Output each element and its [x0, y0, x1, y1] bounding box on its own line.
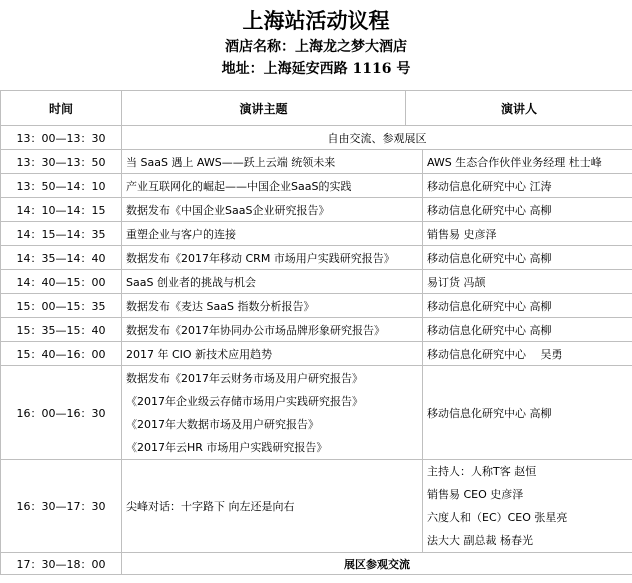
- row-time: 13：50—14：10: [1, 174, 122, 198]
- row-merged: 自由交流、参观展区: [122, 126, 632, 150]
- table-row: [1, 222, 632, 246]
- topic-line: 《2017年大数据市场及用户研究报告》: [126, 417, 319, 431]
- page-title: 上海站活动议程: [242, 8, 390, 33]
- topic-line: 《2017年云HR 市场用户实践研究报告》: [126, 440, 328, 454]
- table-row-panel: [1, 460, 632, 553]
- row-topic: 数据发布《中国企业SaaS企业研究报告》: [122, 198, 423, 222]
- table-row: [1, 150, 632, 174]
- table-row: [1, 342, 632, 366]
- row-topic: 数据发布《2017年协同办公市场品牌形象研究报告》: [122, 318, 423, 342]
- table-header-row: [1, 91, 632, 126]
- row-speaker: 销售易 史彦泽: [423, 222, 632, 246]
- speaker-line: 主持人：人称T客 赵恒: [427, 465, 537, 478]
- row-time: 14：40—15：00: [1, 270, 122, 294]
- row-time: 16：30—17：30: [1, 460, 122, 553]
- row-speaker: 移动信息化研究中心 江涛: [423, 174, 632, 198]
- row-topic: 数据发布《2017年移动 CRM 市场用户实践研究报告》: [122, 246, 423, 270]
- row-time: 17：30—18：00: [1, 553, 122, 575]
- table-row-multi-report: [1, 366, 632, 460]
- row-topic: 2017 年 CIO 新技术应用趋势: [122, 342, 423, 366]
- row-time: 16：00—16：30: [1, 366, 122, 460]
- row-time: 15：40—16：00: [1, 342, 122, 366]
- row-topic: 数据发布《麦达 SaaS 指数分析报告》: [122, 294, 423, 318]
- table-row: [1, 174, 632, 198]
- row-speaker: 易订货 冯颉: [423, 270, 632, 294]
- header-speaker: 演讲人: [406, 91, 632, 126]
- row-speaker: 移动信息化研究中心 高柳: [423, 246, 632, 270]
- table-row: [1, 294, 632, 318]
- row-speaker: 移动信息化研究中心 高柳: [423, 198, 632, 222]
- topic-line: 数据发布《2017年云财务市场及用户研究报告》: [126, 371, 363, 385]
- agenda-header: [0, 0, 632, 80]
- row-speaker: AWS 生态合作伙伴业务经理 杜士峰: [423, 150, 632, 174]
- row-merged: 展区参观交流: [122, 553, 632, 575]
- row-time: 15：00—15：35: [1, 294, 122, 318]
- row-topic: 重塑企业与客户的连接: [122, 222, 423, 246]
- agenda-table: [0, 90, 632, 575]
- table-row: [1, 270, 632, 294]
- address-line: 地址：上海延安西路 1116 号: [221, 61, 411, 77]
- row-speaker: 移动信息化研究中心 吴勇: [423, 342, 632, 366]
- table-row: [1, 126, 632, 150]
- row-speaker: 移动信息化研究中心 高柳: [423, 366, 632, 460]
- header-topic: 演讲主题: [122, 91, 406, 126]
- table-row: [1, 246, 632, 270]
- speaker-line: 销售易 CEO 史彦泽: [427, 488, 524, 501]
- row-topic: SaaS 创业者的挑战与机会: [122, 270, 423, 294]
- row-topic: 产业互联网化的崛起——中国企业SaaS的实践: [122, 174, 423, 198]
- topic-line: 《2017年企业级云存储市场用户实践研究报告》: [126, 394, 363, 408]
- table-row: [1, 198, 632, 222]
- row-speaker: 移动信息化研究中心 高柳: [423, 318, 632, 342]
- hotel-line: 酒店名称：上海龙之梦大酒店: [225, 39, 407, 55]
- speaker-line: 法大大 副总裁 杨春光: [427, 534, 533, 547]
- table-row: [1, 318, 632, 342]
- row-topic-list: [122, 366, 423, 460]
- row-time: 14：15—14：35: [1, 222, 122, 246]
- speaker-line: 六度人和（EC）CEO 张星亮: [427, 511, 568, 524]
- row-time: 13：00—13：30: [1, 126, 122, 150]
- row-topic: 当 SaaS 遇上 AWS——跃上云端 统领未来: [122, 150, 423, 174]
- row-time: 14：10—14：15: [1, 198, 122, 222]
- table-row: [1, 553, 632, 575]
- header-time: 时间: [1, 91, 122, 126]
- row-speaker: 移动信息化研究中心 高柳: [423, 294, 632, 318]
- row-time: 15：35—15：40: [1, 318, 122, 342]
- row-time: 13：30—13：50: [1, 150, 122, 174]
- row-topic: 尖峰对话：十字路下 向左还是向右: [122, 460, 423, 553]
- row-speaker-list: [423, 460, 632, 553]
- row-time: 14：35—14：40: [1, 246, 122, 270]
